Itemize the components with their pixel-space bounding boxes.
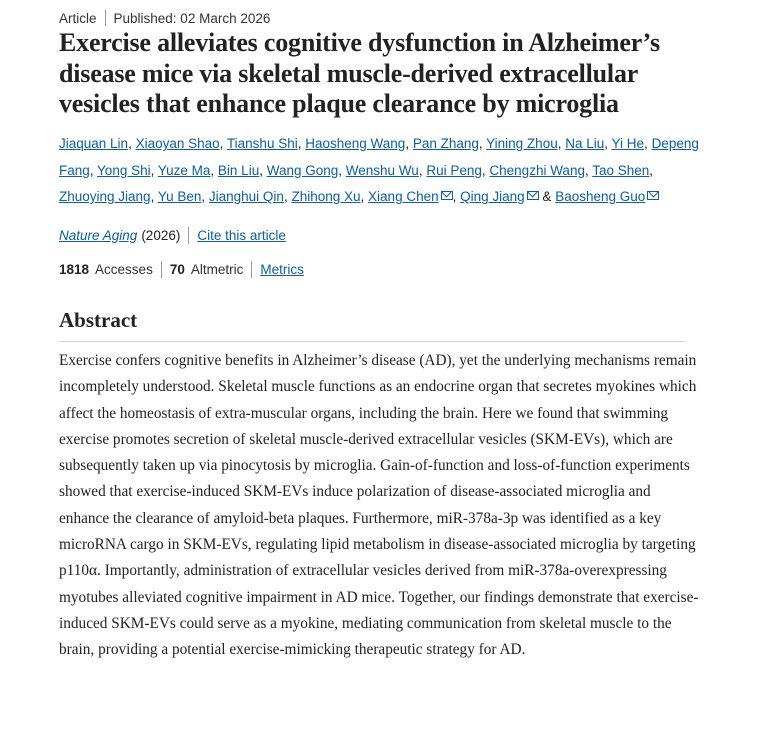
author-link[interactable]: Jianghui Qin (208, 189, 284, 204)
journal-year: (2026) (141, 227, 181, 243)
author-link[interactable]: Xiaoyan Shao (135, 136, 220, 151)
published-date: Published: 02 March 2026 (113, 10, 271, 26)
author-link[interactable]: Yining Zhou (486, 136, 558, 151)
author-list: Jiaquan Lin, Xiaoyan Shao, Tianshu Shi, Haosheng Wang, Pan Zhang, Yining Zhou, Na Liu, Yi He, Depeng Fang, Yong Shi, Yuze Ma, Bin Liu, Wang Gong, Wenshu Wu, Rui Peng, Chengzhi Wang, Tao Shen, Zhuoying Jiang, Yu Ben, Jianghui Qin, Zhihong Xu, Xiang Chen , Qing Jiang & Baosheng Guo (59, 136, 699, 204)
journal-divider (188, 227, 189, 244)
author-link[interactable]: Yuze Ma (157, 162, 211, 178)
author-link[interactable]: Na Liu (565, 136, 605, 151)
author-link[interactable]: Yu Ben (157, 189, 202, 204)
author-link[interactable]: Baosheng Guo (555, 189, 646, 204)
journal-link[interactable]: Nature Aging (59, 227, 138, 243)
accesses-count: 1818 (59, 261, 90, 277)
metrics-divider (161, 261, 162, 278)
author-link[interactable]: Zhihong Xu (291, 189, 361, 204)
article-type: Article (59, 10, 97, 26)
author-link[interactable]: Tao Shen (592, 162, 650, 178)
mail-icon[interactable] (441, 191, 453, 200)
abstract-text: Exercise confers cognitive benefits in Alzheimer’s disease (AD), yet the underlying mechanisms remain incompletely understood. Skeletal muscle functions as an endocrine organ that secretes myokines which affect the homeostasis of extra-muscular organs, including the brain. Here we found that swimming exercise promotes secretion of skeletal muscle-derived extracellular vesicles (SKM-EVs), which are subsequently taken up via pinocytosis by microglia. Gain-of-function and loss-of-function experiments showed that exercise-induced SKM-EVs induce polarization of disease-associated microglia and enhance the clearance of amyloid-beta plaques. Furthermore, miR-378a-3p was identified as a key microRNA cargo in SKM-EVs, regulating lipid metabolism in disease-associated microglia by targeting p110α. Importantly, administration of extracellular vesicles derived from miR-378a-overexpressing myotubes alleviated cognitive impairment in AD mice. Together, our findings demonstrate that exercise-induced SKM-EVs could serve as a myokine, mediating communication from skeletal muscle to the brain, providing a potential exercise-mimicking therapeutic strategy for AD. (59, 352, 699, 659)
author-link[interactable]: Yong Shi (97, 162, 151, 178)
altmetric-label: Altmetric (190, 261, 244, 277)
abstract-divider (59, 341, 685, 342)
author-link[interactable]: Yi He (611, 136, 645, 151)
author-link[interactable]: Wang Gong (266, 162, 339, 178)
author-link[interactable]: Qing Jiang (460, 189, 525, 204)
author-link[interactable]: Haosheng Wang (305, 136, 406, 151)
journal-info (59, 225, 286, 245)
article-metrics (59, 259, 304, 279)
accesses-label: Accesses (95, 261, 153, 277)
author-link[interactable]: Depeng Fang (59, 136, 699, 178)
author-link[interactable]: Rui Peng (426, 162, 482, 178)
metrics-divider (251, 261, 252, 278)
meta-divider (105, 10, 106, 26)
article-title: Exercise alleviates cognitive dysfunction in Alzheimer’s disease mice via skeletal muscle-derived extracellular vesicles that enhance plaque clearance by microglia (59, 28, 660, 118)
mail-icon[interactable] (527, 191, 539, 200)
cite-article-link[interactable]: Cite this article (197, 227, 286, 243)
altmetric-count: 70 (169, 261, 185, 277)
author-link[interactable]: Zhuoying Jiang (59, 189, 151, 204)
author-link[interactable]: Pan Zhang (412, 136, 479, 151)
author-link[interactable]: Bin Liu (217, 162, 260, 178)
metrics-link[interactable]: Metrics (260, 261, 304, 277)
author-link[interactable]: Wenshu Wu (345, 162, 419, 178)
author-link[interactable]: Tianshu Shi (226, 136, 298, 151)
author-link[interactable]: Xiang Chen (368, 189, 439, 204)
author-link[interactable]: Chengzhi Wang (489, 162, 585, 178)
mail-icon[interactable] (647, 191, 659, 200)
abstract-heading: Abstract (59, 308, 138, 332)
author-link[interactable]: Jiaquan Lin (59, 136, 129, 151)
article-meta (59, 9, 270, 27)
